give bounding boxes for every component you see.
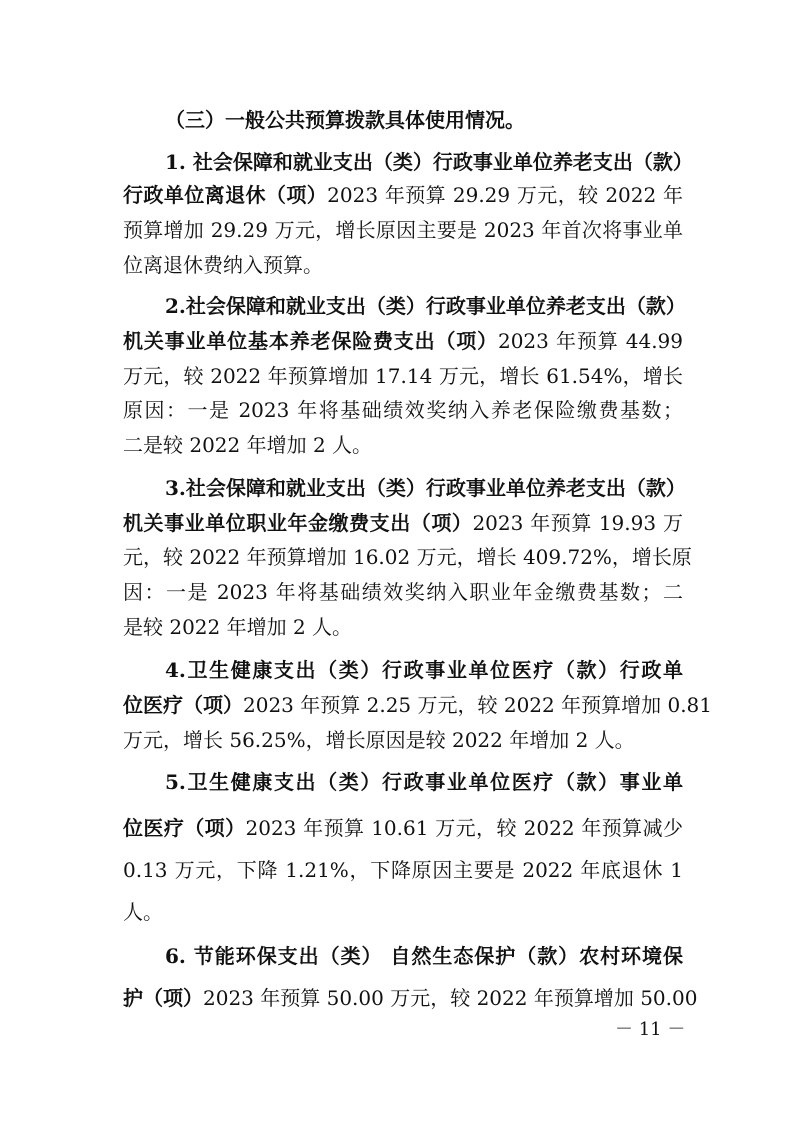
p2-title-line2: 机关事业单位基本养老保险费支出（项） bbox=[123, 329, 498, 353]
p6-title-line2: 护（项） bbox=[123, 986, 203, 1010]
p3-line2 bbox=[123, 508, 683, 538]
p5-title-line2: 位医疗（项） bbox=[123, 816, 246, 840]
p5-line4: 人。 bbox=[123, 900, 163, 924]
p1-title-line2: 行政单位离退休（项） bbox=[123, 183, 328, 207]
p2-line2-rest: 2023 年预算 44.99 bbox=[497, 329, 683, 353]
p5-line2-rest: 2023 年预算 10.61 万元，较 2022 年预算减少 bbox=[245, 816, 683, 840]
p2-line2 bbox=[123, 326, 683, 356]
p3-line5: 是较 2022 年增加 2 人。 bbox=[123, 615, 353, 639]
p2-line5: 二是较 2022 年增加 2 人。 bbox=[123, 433, 373, 457]
p3-line4: 因：一是 2023 年将基础绩效奖纳入职业年金缴费基数；二 bbox=[123, 580, 683, 604]
p1-line4: 位离退休费纳入预算。 bbox=[123, 253, 323, 277]
p5-line2 bbox=[123, 813, 683, 843]
p3-line2-rest: 2023 年预算 19.93 万 bbox=[472, 511, 683, 535]
p5-title-line1: 5.卫生健康支出（类）行政事业单位医疗（款）事业单 bbox=[165, 770, 683, 794]
p6-line2-rest: 2023 年预算 50.00 万元，较 2022 年预算增加 50.00 bbox=[203, 986, 698, 1010]
p4-line2-rest: 2023 年预算 2.25 万元，较 2022 年预算增加 0.81 bbox=[243, 693, 713, 717]
p6-title-line1: 6. 节能环保支出（类） 自然生态保护（款）农村环境保 bbox=[165, 944, 683, 968]
p3-title-line1: 3.社会保障和就业支出（类）行政事业单位养老支出（款） bbox=[165, 476, 686, 500]
p3-line3: 元，较 2022 年预算增加 16.02 万元，增长 409.72%，增长原 bbox=[123, 545, 692, 569]
p1-line3: 预算增加 29.29 万元，增长原因主要是 2023 年首次将事业单 bbox=[123, 218, 683, 242]
p2-line4: 原因：一是 2023 年将基础绩效奖纳入养老保险缴费基数； bbox=[123, 398, 683, 422]
p6-line2 bbox=[123, 983, 698, 1013]
p2-line3: 万元，较 2022 年预算增加 17.14 万元，增长 61.54%，增长 bbox=[123, 364, 683, 388]
page-number: － 11 － bbox=[615, 1019, 686, 1040]
p2-title-line1: 2.社会保障和就业支出（类）行政事业单位养老支出（款） bbox=[165, 294, 686, 318]
p4-line2 bbox=[123, 690, 713, 720]
p4-title-line1: 4.卫生健康支出（类）行政事业单位医疗（款）行政单 bbox=[165, 658, 683, 682]
p5-line3: 0.13 万元，下降 1.21%，下降原因主要是 2022 年底退休 1 bbox=[123, 858, 683, 882]
p1-line2 bbox=[123, 180, 683, 210]
p3-title-line2: 机关事业单位职业年金缴费支出（项） bbox=[123, 511, 473, 535]
section-heading: （三）一般公共预算拨款具体使用情况。 bbox=[165, 108, 525, 132]
p4-title-line2: 位医疗（项） bbox=[123, 693, 243, 717]
p1-title-line1: 1. 社会保障和就业支出（类）行政事业单位养老支出（款） bbox=[165, 150, 693, 174]
p4-line3: 万元，增长 56.25%，增长原因是较 2022 年增加 2 人。 bbox=[123, 728, 635, 752]
p1-line2-rest: 2023 年预算 29.29 万元，较 2022 年 bbox=[327, 183, 684, 207]
